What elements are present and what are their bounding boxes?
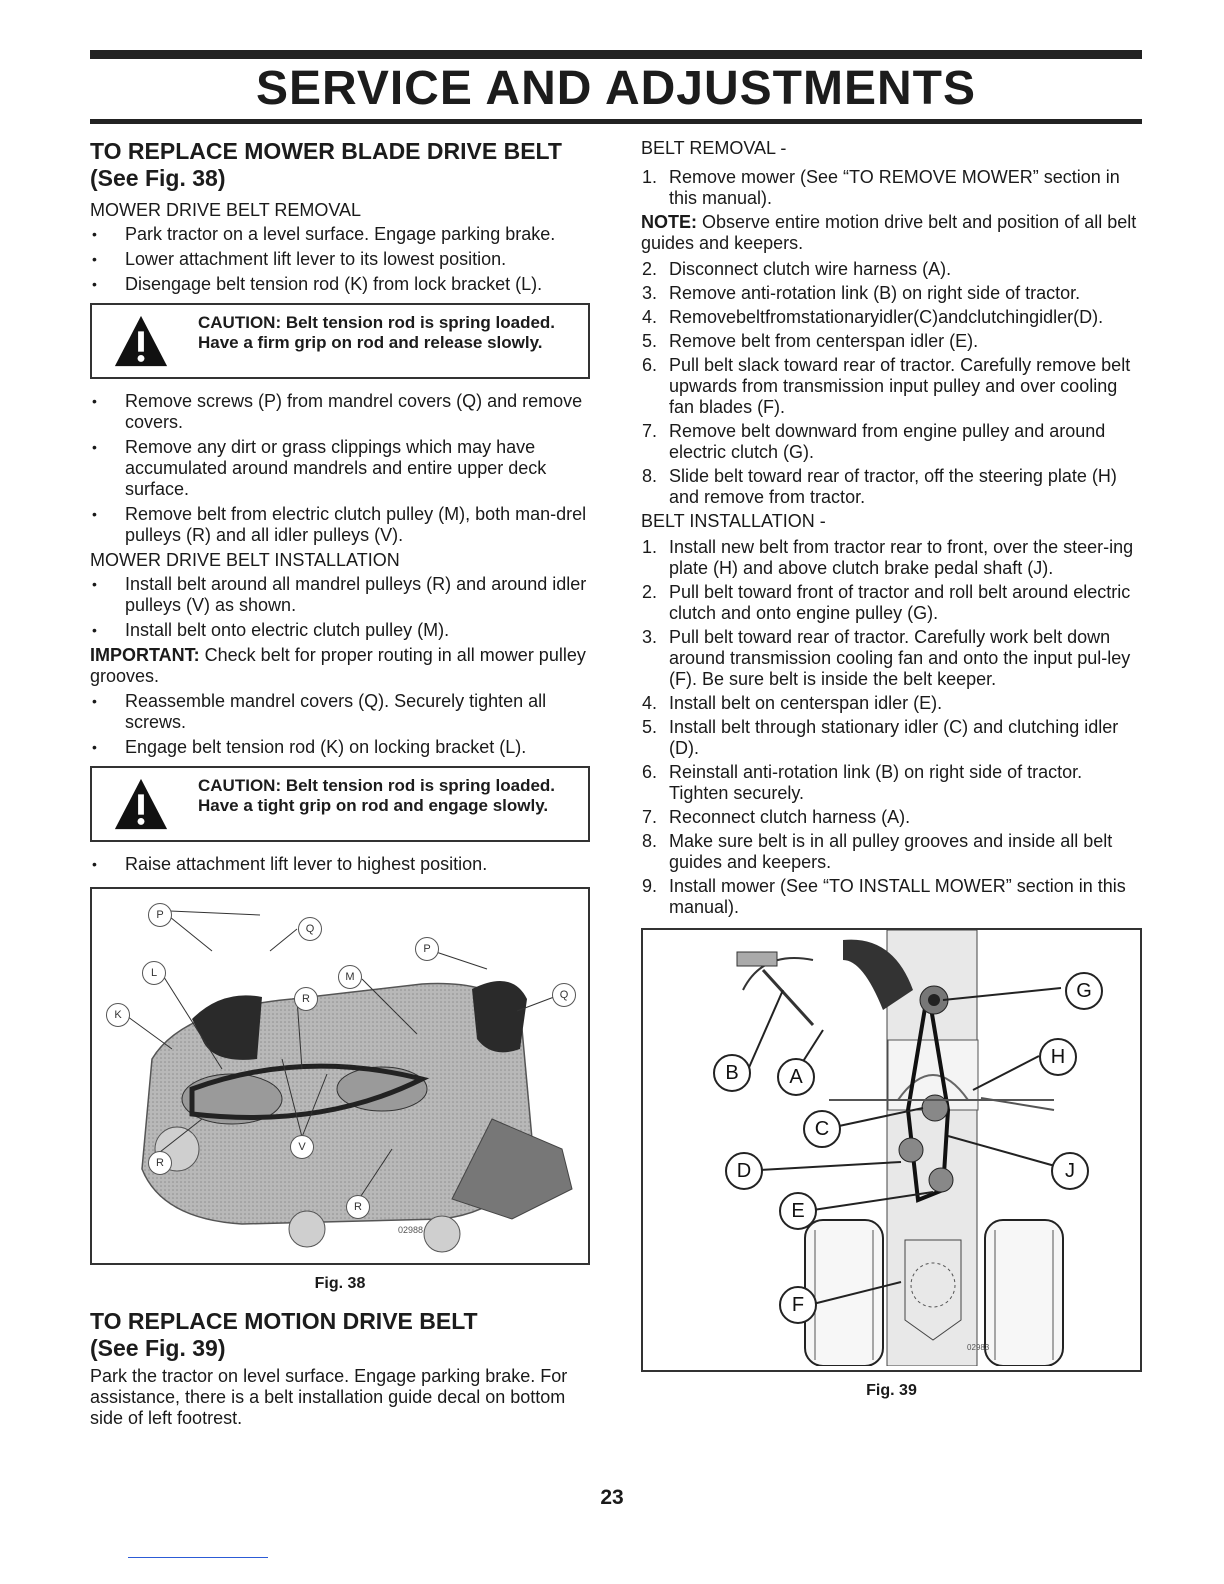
label-v: V xyxy=(290,1135,314,1159)
belt-removal-subheading: BELT REMOVAL - xyxy=(641,138,787,158)
fig39-code: 02983 xyxy=(967,1343,990,1352)
step-number: 4. xyxy=(642,693,658,713)
caution-text: CAUTION: Belt tension rod is spring loaded. Have a tight grip on rod and engage slowly. xyxy=(198,776,556,815)
step-text: Slide belt toward rear of tractor, off the steering plate (H) and remove from tractor. xyxy=(669,466,1117,507)
step-text: Remove mower (See “TO REMOVE MOWER” section in this manual). xyxy=(669,167,1120,208)
label-r: R xyxy=(148,1151,172,1175)
removal-subheading: MOWER DRIVE BELT REMOVAL xyxy=(90,200,362,220)
list-item: • Lower attachment lift lever to its lowest position. xyxy=(90,249,590,270)
step-number: 7. xyxy=(642,807,658,827)
label-f: F xyxy=(779,1286,817,1324)
figure-38-caption: Fig. 38 xyxy=(314,1275,366,1292)
label-q: Q xyxy=(298,917,322,941)
important-text: Check belt for proper routing in all mower pulley grooves. xyxy=(90,645,586,686)
step-number: 5. xyxy=(642,717,658,737)
step-number: 3. xyxy=(642,627,658,647)
label-a: A xyxy=(777,1058,815,1096)
step-number: 9. xyxy=(642,876,658,896)
note xyxy=(641,212,1142,254)
caution-box xyxy=(90,766,590,842)
list-item xyxy=(641,421,1142,463)
label-l: L xyxy=(142,961,166,985)
step-text: Disconnect clutch wire harness (A). xyxy=(669,259,952,279)
list-item xyxy=(641,717,1142,759)
step-number: 6. xyxy=(642,355,658,375)
right-column xyxy=(641,138,1142,1401)
list-item xyxy=(641,762,1142,804)
caution-text: CAUTION: Belt tension rod is spring loaded. Have a firm grip on rod and release slowly. xyxy=(198,313,556,352)
step-number: 8. xyxy=(642,466,658,486)
step-number: 5. xyxy=(642,331,658,351)
important-label: IMPORTANT: xyxy=(90,645,200,665)
step-text: Remove anti-rotation link (B) on right side of tractor. xyxy=(669,283,1081,303)
step-text: Install mower (See “TO INSTALL MOWER” section in this manual). xyxy=(669,876,1126,917)
installation-list-2 xyxy=(90,691,590,758)
list-item xyxy=(641,307,1142,328)
step-number: 8. xyxy=(642,831,658,851)
motion-belt-heading xyxy=(90,1308,590,1362)
step-text: Reconnect clutch harness (A). xyxy=(669,807,911,827)
list-item xyxy=(641,331,1142,352)
list-item: • Remove screws (P) from mandrel covers (Q) and remove covers. xyxy=(90,391,590,433)
label-h: H xyxy=(1039,1038,1077,1076)
left-column xyxy=(90,138,590,1429)
step-text: Install new belt from tractor rear to front, over the steer-ing plate (H) and above clutch brake pedal shaft (J). xyxy=(669,537,1134,578)
caution-box xyxy=(90,303,590,379)
note-text: Observe entire motion drive belt and position of all belt guides and keepers. xyxy=(641,212,1137,253)
label-p: P xyxy=(415,937,439,961)
mower-deck-illustration xyxy=(92,889,588,1259)
heading-text: TO REPLACE MOTION DRIVE BELT xyxy=(90,1308,478,1334)
list-item: • Raise attachment lift lever to highest position. xyxy=(90,854,590,875)
fig38-code: 02988 xyxy=(398,1225,424,1235)
list-item xyxy=(641,537,1142,579)
step-number: 7. xyxy=(642,421,658,441)
label-g: G xyxy=(1065,972,1103,1010)
note-label: NOTE: xyxy=(641,212,697,232)
list-item xyxy=(641,807,1142,828)
heading-figref: (See Fig. 38) xyxy=(90,165,226,191)
list-item: • Engage belt tension rod (K) on locking bracket (L). xyxy=(90,737,590,758)
heading-text: TO REPLACE MOWER BLADE DRIVE BELT xyxy=(90,138,562,164)
step-text: Pull belt toward rear of tractor. Carefully work belt down around transmission cooling fan and onto the input pul-ley (F). Be sure belt is inside the belt keeper. xyxy=(669,627,1131,689)
belt-removal-list xyxy=(641,167,1142,209)
step-text: Pull belt slack toward rear of tractor. Carefully remove belt upwards from transmission input pulley and over cooling fan blades (F). xyxy=(669,355,1131,417)
figure-38 xyxy=(90,887,590,1265)
step-text: Removebeltfromstationaryidler(C)andclutchingidler(D). xyxy=(669,307,1104,327)
label-m: M xyxy=(338,965,362,989)
step-text: Remove belt from centerspan idler (E). xyxy=(669,331,979,351)
removal-list xyxy=(90,224,590,295)
step-text: Install belt on centerspan idler (E). xyxy=(669,693,943,713)
list-item: • Remove any dirt or grass clippings which may have accumulated around mandrels and entire upper deck surface. xyxy=(90,437,590,500)
step-number: 3. xyxy=(642,283,658,303)
list-item: • Reassemble mandrel covers (Q). Securely tighten all screws. xyxy=(90,691,590,733)
list-item: • Remove belt from electric clutch pulley (M), both man-drel pulleys (R) and all idler pulleys (V). xyxy=(90,504,590,546)
label-c: C xyxy=(803,1110,841,1148)
page-title: SERVICE AND ADJUSTMENTS xyxy=(256,62,976,115)
label-e: E xyxy=(779,1192,817,1230)
step-number: 1. xyxy=(642,167,658,187)
warning-icon xyxy=(112,776,170,834)
belt-installation-subheading: BELT INSTALLATION - xyxy=(641,511,826,531)
list-item xyxy=(641,831,1142,873)
step-text: Reinstall anti-rotation link (B) on right side of tractor. Tighten securely. xyxy=(669,762,1083,803)
belt-installation-list xyxy=(641,537,1142,918)
list-item: • Install belt around all mandrel pulleys (R) and around idler pulleys (V) as shown. xyxy=(90,574,590,616)
list-item: • Park tractor on a level surface. Engage parking brake. xyxy=(90,224,590,245)
list-item: • Install belt onto electric clutch pulley (M). xyxy=(90,620,590,641)
list-item xyxy=(641,876,1142,918)
step-text: Make sure belt is in all pulley grooves and inside all belt guides and keepers. xyxy=(669,831,1113,872)
list-item xyxy=(641,167,1142,209)
installation-subheading: MOWER DRIVE BELT INSTALLATION xyxy=(90,550,400,570)
removal-list-2 xyxy=(90,391,590,546)
step-number: 2. xyxy=(642,259,658,279)
page-number: 23 xyxy=(600,1486,624,1509)
list-item xyxy=(641,627,1142,690)
label-j: J xyxy=(1051,1152,1089,1190)
list-item xyxy=(641,466,1142,508)
heading-figref: (See Fig. 39) xyxy=(90,1335,226,1361)
label-b: B xyxy=(713,1054,751,1092)
list-item xyxy=(641,355,1142,418)
mower-belt-heading xyxy=(90,138,590,192)
step-text: Pull belt toward front of tractor and roll belt around electric clutch and onto engine pulley (G). xyxy=(669,582,1131,623)
belt-removal-list-2 xyxy=(641,259,1142,508)
title-underline xyxy=(90,119,1142,124)
step-number: 2. xyxy=(642,582,658,602)
important-note xyxy=(90,645,590,687)
motion-belt-intro: Park the tractor on level surface. Engage parking brake. For assistance, there is a belt installation guide decal on bottom side of left footrest. xyxy=(90,1366,568,1428)
list-item xyxy=(641,283,1142,304)
step-number: 6. xyxy=(642,762,658,782)
footer-link-line xyxy=(128,1557,268,1558)
label-k: K xyxy=(106,1003,130,1027)
label-q: Q xyxy=(552,983,576,1007)
figure-39-caption: Fig. 39 xyxy=(866,1382,917,1399)
list-item xyxy=(641,259,1142,280)
figure-39 xyxy=(641,928,1142,1372)
list-item xyxy=(641,582,1142,624)
step-number: 4. xyxy=(642,307,658,327)
step-text: Install belt through stationary idler (C) and clutching idler (D). xyxy=(669,717,1119,758)
label-p: P xyxy=(148,903,172,927)
final-step-list xyxy=(90,854,590,875)
label-r: R xyxy=(294,987,318,1011)
installation-list xyxy=(90,574,590,641)
label-d: D xyxy=(725,1152,763,1190)
list-item: • Disengage belt tension rod (K) from lock bracket (L). xyxy=(90,274,590,295)
step-text: Remove belt downward from engine pulley and around electric clutch (G). xyxy=(669,421,1106,462)
step-number: 1. xyxy=(642,537,658,557)
warning-icon xyxy=(112,313,170,371)
label-r: R xyxy=(346,1195,370,1219)
list-item xyxy=(641,693,1142,714)
